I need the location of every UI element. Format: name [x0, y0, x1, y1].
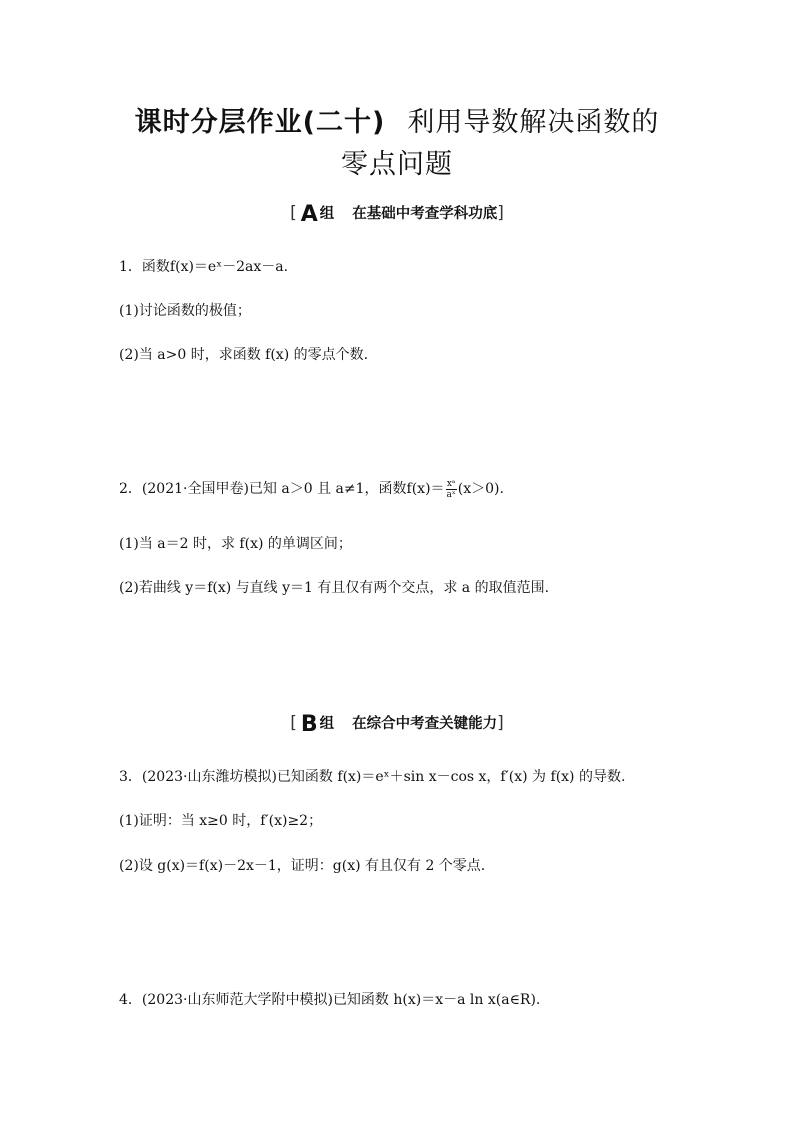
- problem-4-text: 已知函数 h(x)＝x－a ln x(a∈R).: [332, 992, 541, 1008]
- title-sub: 利用导数解决函数的: [407, 107, 660, 138]
- problem-1-number: 1．: [119, 259, 142, 275]
- title-main: 课时分层作业(二十): [134, 107, 386, 138]
- problem-1-q1: (1)讨论函数的极值；: [119, 303, 251, 319]
- section-a-name: 组: [319, 206, 335, 222]
- problem-2-stem-a: 已知 a＞0 且 a≠1，函数: [248, 481, 407, 497]
- problem-4-number: 4．: [119, 992, 142, 1008]
- section-a-desc: 在基础中考查学科功底: [352, 206, 498, 222]
- page-title-line2: 零点问题: [341, 149, 453, 180]
- problem-1-q2: (2)当 a>0 时，求函数 f(x) 的零点个数.: [119, 347, 369, 363]
- problem-2-fx: f(x)＝: [406, 481, 445, 497]
- problem-4-stem: [119, 989, 540, 1009]
- problem-3-q1: (1)证明：当 x≥0 时，f′(x)≥2；: [119, 813, 323, 829]
- problem-3-text: 已知函数 f(x)＝eˣ＋sin x－cos x，f′(x) 为 f(x) 的导数.: [276, 769, 626, 785]
- right-bracket: ]: [497, 713, 504, 733]
- problem-1-stem: [119, 256, 288, 276]
- right-bracket: ]: [497, 203, 504, 223]
- problem-1-prefix: 函数: [141, 259, 170, 275]
- problem-2-source: (2021·全国甲卷): [141, 481, 249, 497]
- left-bracket: [: [290, 203, 297, 223]
- page-title: [0, 100, 794, 139]
- problem-2-number: 2．: [119, 481, 142, 497]
- left-bracket: [: [290, 713, 297, 733]
- section-a-badge: A: [300, 202, 318, 227]
- problem-3-number: 3．: [119, 769, 142, 785]
- problem-3-q2: (2)设 g(x)＝f(x)－2x－1，证明：g(x) 有且仅有 2 个零点.: [119, 858, 486, 874]
- problem-2-fraction: [446, 479, 457, 500]
- problem-2-q2: (2)若曲线 y＝f(x) 与直线 y＝1 有且仅有两个交点，求 a 的取值范围.: [119, 580, 550, 596]
- problem-2-q1: (1)当 a＝2 时，求 f(x) 的单调区间；: [119, 536, 352, 552]
- problem-3-stem: [119, 766, 625, 786]
- fraction-numerator: xᵃ: [446, 478, 456, 489]
- problem-3-source: (2023·山东潍坊模拟): [141, 769, 277, 785]
- fraction-denominator: aˣ: [446, 489, 456, 500]
- problem-4-source: (2023·山东师范大学附中模拟): [141, 992, 333, 1008]
- problem-1-formula: f(x)＝eˣ－2ax－a.: [169, 259, 289, 275]
- problem-2-stem: [119, 478, 504, 500]
- section-b-badge: B: [300, 712, 318, 737]
- section-a-header: [0, 202, 794, 227]
- section-b-header: [0, 712, 794, 737]
- problem-2-stem-b: (x＞0).: [457, 481, 504, 497]
- section-b-name: 组: [319, 716, 335, 732]
- section-b-desc: 在综合中考查关键能力: [352, 716, 498, 732]
